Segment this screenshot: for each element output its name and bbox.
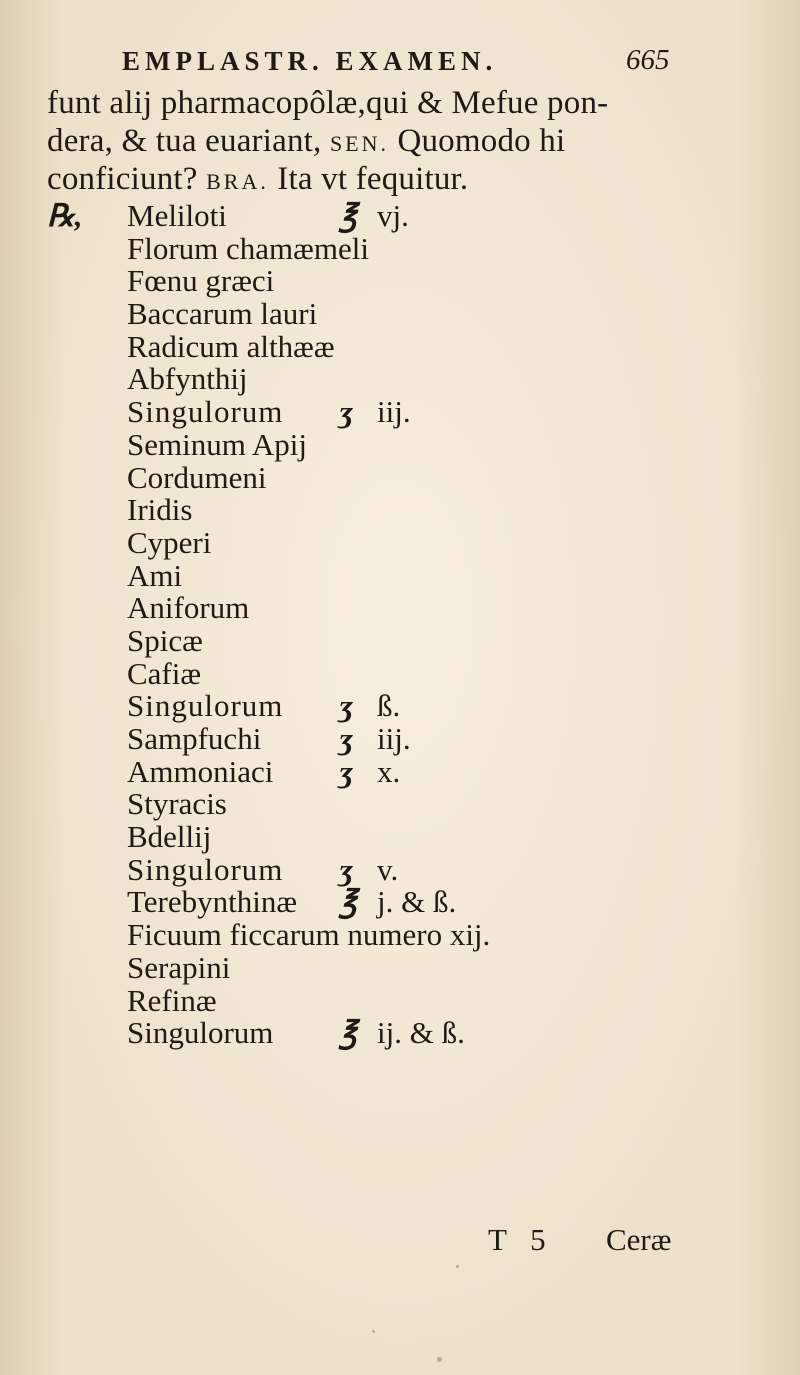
ingredient-name: Ammoniaci — [127, 753, 274, 789]
ingredient-row — [47, 821, 747, 854]
ingredient-row — [47, 459, 747, 495]
ingredient-row — [47, 494, 747, 527]
prose-text: Quomodo hi — [389, 123, 566, 159]
ingredient-row — [47, 949, 747, 985]
apothecary-unit-symbol: ℥ — [339, 884, 357, 920]
prose-block — [47, 84, 747, 198]
ingredient-amount: ß. — [377, 688, 401, 724]
ingredient-row — [47, 1017, 747, 1050]
paper-speck — [456, 1265, 459, 1268]
ingredient-row — [47, 230, 747, 266]
ingredient-name: Ami — [127, 557, 183, 593]
ingredient-row — [47, 200, 747, 233]
ingredient-row — [47, 753, 747, 789]
ingredient-name: Florum chamæmeli — [127, 230, 369, 266]
apothecary-unit-symbol: ʒ — [339, 721, 354, 756]
ingredient-row — [47, 298, 747, 331]
ingredient-amount: iij. — [377, 394, 411, 430]
ingredient-row — [47, 655, 747, 691]
ingredient-row — [47, 265, 747, 298]
apothecary-unit-symbol: ʒ — [339, 688, 354, 724]
ingredient-row — [47, 592, 747, 625]
ingredient-row — [47, 524, 747, 560]
prose-line — [47, 160, 747, 198]
ingredient-name: Bdellij — [127, 819, 212, 855]
recipe-symbol: ℞, — [47, 198, 83, 233]
ingredient-name: Baccarum lauri — [127, 296, 318, 332]
ingredient-row — [47, 851, 747, 887]
ingredient-name: Meliloti — [127, 198, 227, 233]
ingredient-name: Abfynthij — [127, 361, 248, 397]
ingredient-name: Fœnu græci — [127, 263, 275, 299]
apothecary-unit-symbol: ℥ — [339, 198, 357, 233]
ingredient-name: Aniforum — [127, 590, 250, 626]
paper-speck — [372, 1330, 375, 1333]
ingredient-name: Singulorum — [127, 1015, 274, 1051]
prose-text: Ita vt fequitur. — [268, 161, 469, 197]
paper-speck — [437, 1357, 442, 1362]
ingredient-name: Spicæ — [127, 622, 203, 658]
apothecary-unit-symbol: ʒ — [339, 753, 354, 789]
ingredient-amount: j. & ß. — [377, 884, 457, 920]
ingredient-amount: vj. — [377, 198, 409, 233]
ingredient-row — [47, 886, 747, 919]
apothecary-unit-symbol: ʒ — [339, 851, 354, 887]
ingredient-name: Singulorum — [127, 851, 284, 887]
ingredient-name: Radicum althææ — [127, 328, 335, 364]
ingredient-name: Styracis — [127, 786, 227, 822]
ingredient-name: Sampfuchi — [127, 721, 262, 756]
ingredient-amount: ij. & ß. — [377, 1015, 465, 1051]
ingredient-name: Serapini — [127, 949, 231, 985]
ingredient-amount: v. — [377, 851, 399, 887]
prose-text: dera, & tua euariant, — [47, 123, 330, 159]
signature-mark: T 5 — [488, 1222, 554, 1257]
ingredient-row — [47, 426, 747, 462]
ingredient-row — [47, 723, 747, 756]
prose-text: funt alij pharmacopôlæ,qui & Mefue pon- — [47, 85, 609, 121]
ingredient-row — [47, 788, 747, 821]
apothecary-unit-symbol: ʒ — [339, 394, 354, 430]
ingredient-row — [47, 363, 747, 396]
apothecary-unit-symbol: ℥ — [339, 1015, 357, 1051]
ingredient-name: Seminum Apij — [127, 426, 307, 462]
ingredient-name: Singulorum — [127, 394, 284, 430]
ingredient-row — [47, 396, 747, 429]
ingredient-name: Cafiæ — [127, 655, 202, 691]
ingredient-name: Ficuum ficcarum numero xij. — [127, 917, 491, 953]
ingredient-row — [47, 982, 747, 1018]
ingredient-row — [47, 328, 747, 364]
ingredient-amount: x. — [377, 753, 401, 789]
recipe-ingredient-list — [47, 200, 747, 1050]
ingredient-name: Cordumeni — [127, 459, 267, 495]
page-footer — [0, 1222, 800, 1262]
page-number: 665 — [626, 44, 670, 76]
catchword: Ceræ — [606, 1222, 672, 1257]
page-header — [0, 42, 800, 82]
ingredient-name: Cyperi — [127, 524, 212, 560]
prose-line — [47, 122, 747, 160]
ingredient-name: Singulorum — [127, 688, 284, 724]
speaker-label: SEN. — [329, 131, 389, 156]
prose-line — [47, 84, 747, 122]
running-head: EMPLASTR. EXAMEN. — [122, 46, 498, 76]
ingredient-row — [47, 919, 747, 952]
ingredient-name: Iridis — [127, 492, 193, 528]
prose-text: conficiunt? — [47, 161, 207, 197]
ingredient-name: Terebynthinæ — [127, 884, 298, 920]
ingredient-amount: iij. — [377, 721, 411, 756]
ingredient-row — [47, 690, 747, 723]
ingredient-row — [47, 622, 747, 658]
ingredient-row — [47, 557, 747, 593]
ingredient-name: Refinæ — [127, 982, 217, 1018]
speaker-label: BRA. — [206, 169, 269, 194]
